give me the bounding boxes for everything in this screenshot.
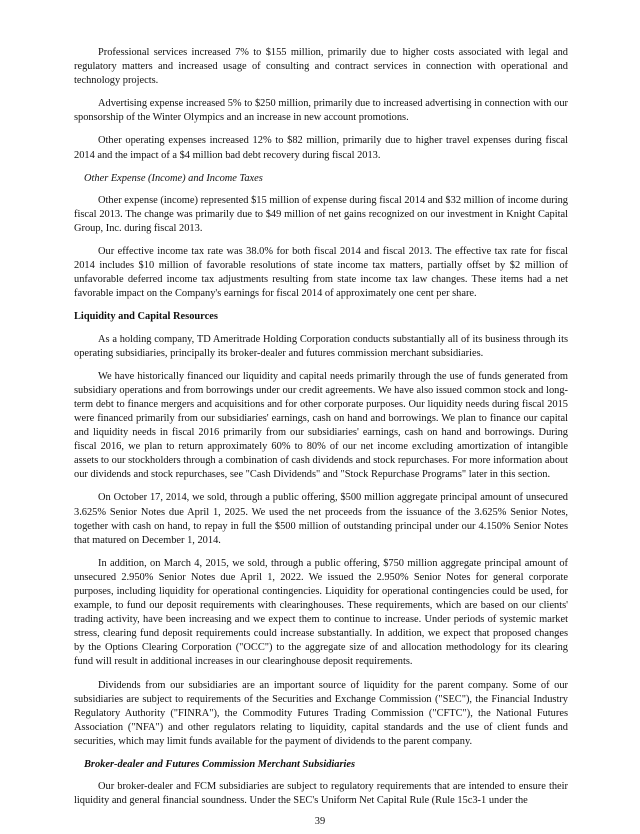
page-number: 39 (314, 816, 326, 827)
paragraph-other-operating-expenses: Other operating expenses increased 12% to $82 million, primarily due to higher travel expenses during fiscal 2014 and the impact of a $4 million bad debt recovery during fiscal 2013. (74, 135, 568, 161)
paragraph-effective-tax-rate: Our effective income tax rate was 38.0% for both fiscal 2014 and fiscal 2013. The effective tax rate for fiscal 2014 includes $10 million of favorable resolutions of state income tax matters, partially offset by $2 million of unfavorable deferred income tax adjustments resulting from state income tax law changes. These items had a net favorable impact on the Company's earnings for fiscal 2014 of approximately one cent per share. (74, 246, 568, 300)
paragraph-advertising-expense: Advertising expense increased 5% to $250 million, primarily due to increased advertising in connection with our sponsorship of the Winter Olympics and an increase in new account promotions. (74, 98, 568, 124)
paragraph-2950-senior-notes: In addition, on March 4, 2015, we sold, through a public offering, $750 million aggregate principal amount of unsecured 2.950% Senior Notes due April 1, 2022. We issued the 2.950% Senior Notes for general corporate purposes, including liquidity for operational contingencies. Liquidity for operational contingencies could be used, for example, to fund our deposit requirements with clearinghouses. These requirements, which are based on our clients' trading activity, have been increasing and we expect them to continue to increase. Under periods of systemic market stress, clearing fund deposit requirements could increase substantially. In addition, we expect that proposed changes by the Options Clearing Corporation ("OCC") to the aggregate size of and allocation methodology for its clearing fund will result in additional increases in our clearinghouse deposit requirements. (74, 557, 568, 668)
paragraph-other-expense-income: Other expense (income) represented $15 million of expense during fiscal 2014 and $32 million of income during fiscal 2013. The change was primarily due to $49 million of net gains recognized on our investment in Knight Capital Group, Inc. during fiscal 2013. (74, 194, 568, 234)
document-page (74, 46, 568, 817)
heading-broker-dealer: Broker-dealer and Futures Commission Merchant Subsidiaries (84, 759, 356, 771)
paragraph-holding-company: As a holding company, TD Ameritrade Holding Corporation conducts substantially all of its business through its operating subsidiaries, principally its broker-dealer and futures commission merchant subsidiaries. (74, 333, 568, 359)
heading-other-expense: Other Expense (Income) and Income Taxes (84, 172, 263, 184)
paragraph-3625-senior-notes: On October 17, 2014, we sold, through a public offering, $500 million aggregate principal amount of unsecured 3.625% Senior Notes due April 1, 2025. We used the net proceeds from the issuance of the 3.625% Senior Notes, together with cash on hand, to repay in full the $500 million of outstanding principal under our 4.150% Senior Notes that matured on December 1, 2014. (74, 492, 568, 546)
paragraph-professional-services: Professional services increased 7% to $155 million, primarily due to higher costs associated with legal and regulatory matters and increased usage of consulting and contract services in connection with operational and technology projects. (74, 47, 568, 87)
paragraph-regulatory-requirements: Our broker-dealer and FCM subsidiaries are subject to regulatory requirements that are intended to ensure their liquidity and general financial soundness. Under the SEC's Uniform Net Capital Rule (Rule 15c3-1 under the (74, 781, 568, 807)
heading-liquidity: Liquidity and Capital Resources (74, 311, 218, 323)
paragraph-financing: We have historically financed our liquidity and capital needs primarily through the use of funds generated from subsidiary operations and from borrowings under our credit agreements. We have also issued common stock and long-term debt to finance mergers and acquisitions and for other corporate purposes. Our liquidity needs during fiscal 2015 were financed primarily from our subsidiaries' earnings, cash on hand and borrowings. We plan to finance our capital and liquidity needs in fiscal 2016 primarily from our subsidiaries' earnings, cash on hand and borrowings. During fiscal 2016, we plan to return approximately 60% to 80% of our net income excluding amortization of intangible assets to our stockholders through a combination of cash dividends and stock repurchases. For more information about our dividends and stock repurchases, see "Cash Dividends" and "Stock Repurchase Programs" later in this section. (74, 370, 568, 481)
paragraph-dividends-from-subsidiaries: Dividends from our subsidiaries are an important source of liquidity for the parent company. Some of our subsidiaries are subject to requirements of the Securities and Exchange Commission ("SEC"), the Financial Industry Regulatory Authority ("FINRA"), the Commodity Futures Trading Commission ("CFTC"), the National Futures Association ("NFA") and other regulators relating to liquidity, capital standards and the use of client funds and securities, which may limit funds available for the payment of dividends to the parent company. (74, 679, 568, 747)
